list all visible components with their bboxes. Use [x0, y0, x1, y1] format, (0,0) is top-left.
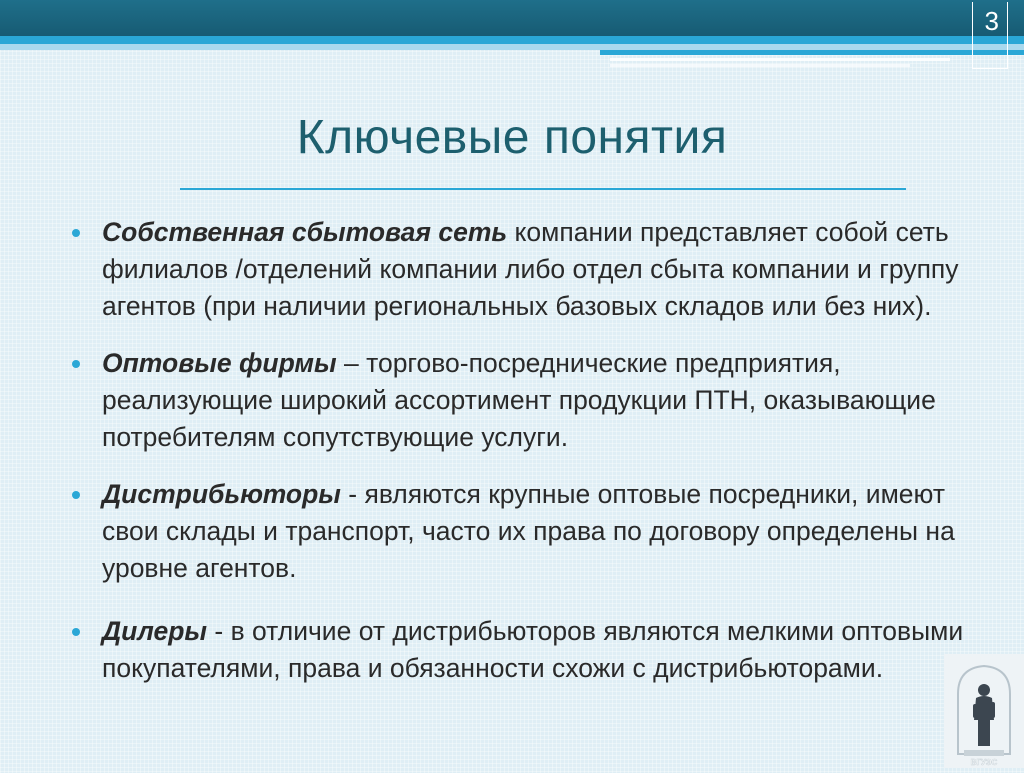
university-emblem-icon	[944, 654, 1024, 768]
header-stripe	[0, 36, 1024, 44]
bullet-dot-icon	[72, 491, 80, 499]
bullet-term: Дистрибьюторы	[102, 479, 341, 509]
bullet-dot-icon	[72, 229, 80, 237]
bullet-term: Дилеры	[102, 616, 208, 646]
logo-text: ВГУЭС	[970, 758, 998, 767]
bullet-list	[72, 214, 972, 707]
bullet-text: – торгово-посреднические предприятия, реализующие широкий ассортимент продукции ПТН, оказывающие потребителям сопутствующие услуги.	[102, 348, 936, 452]
slide-number: 3	[984, 6, 999, 36]
bullet-item	[72, 214, 972, 325]
header-accent-line	[610, 64, 910, 67]
bullet-dot-icon	[72, 628, 80, 636]
bullet-item	[72, 476, 972, 587]
header-accent-stripe	[600, 50, 1024, 55]
bullet-item	[72, 345, 972, 456]
slide-title: Ключевые понятия	[296, 111, 728, 164]
bullet-term: Собственная сбытовая сеть	[102, 217, 508, 247]
title-divider	[180, 188, 906, 190]
header-accent-line	[610, 58, 950, 61]
bullet-item	[72, 613, 972, 687]
header-bar	[0, 0, 1024, 36]
bullet-text: - являются крупные оптовые посредники, имеют свои склады и транспорт, часто их права по договору определены на уровне агентов.	[102, 479, 955, 583]
bullet-text: - в отличие от дистрибьюторов являются мелкими оптовыми покупателями, права и обязанности схожи с дистрибьюторами.	[102, 616, 964, 683]
bullet-dot-icon	[72, 360, 80, 368]
bullet-term: Оптовые фирмы	[102, 348, 337, 378]
bullet-text: компании представляет собой сеть филиалов /отделений компании либо отдел сбыта компании и группу агентов (при наличии региональных базовых складов или без них).	[102, 217, 959, 321]
